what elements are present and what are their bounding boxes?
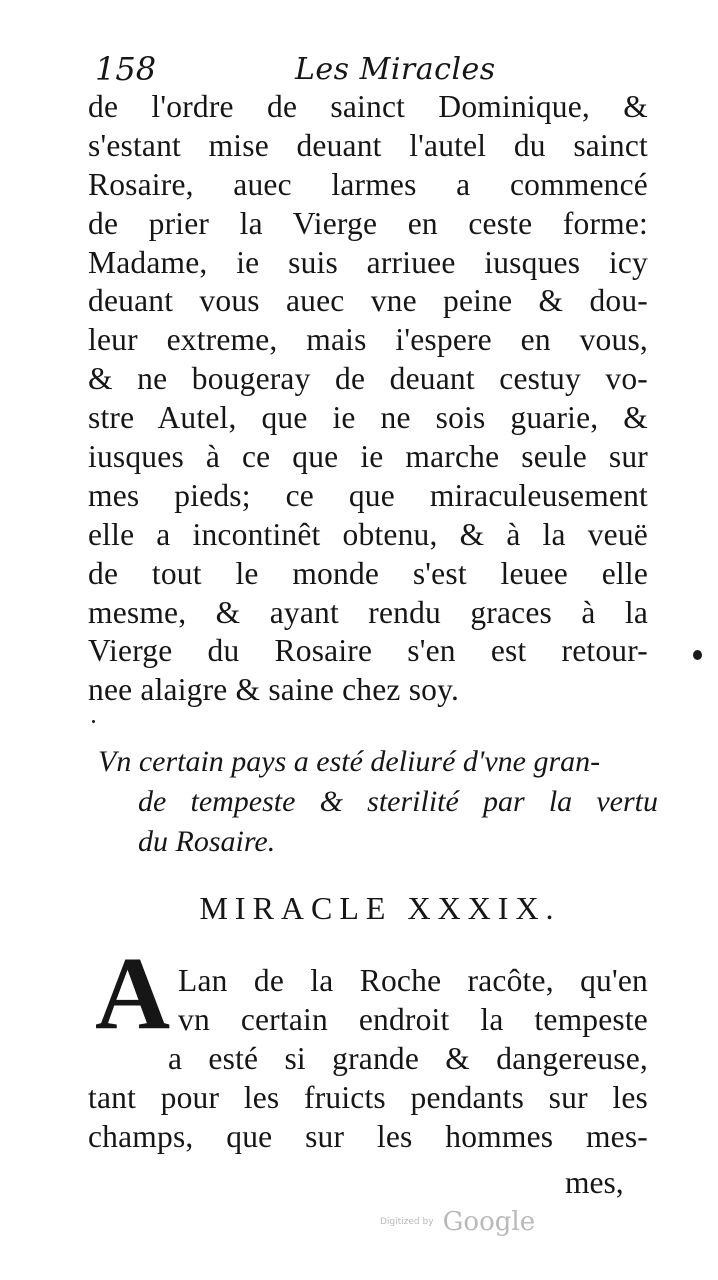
summary-line: du Rosaire.: [138, 825, 276, 858]
summary-line: Vn certain pays a esté deliuré d'vne gran-: [98, 745, 601, 778]
text-line: Vierge du Rosaire s'en est retour-: [88, 633, 648, 669]
body-text: [88, 88, 648, 710]
ink-speck: [92, 720, 95, 723]
text-line: tant pour les fruicts pendants sur les: [88, 1079, 648, 1115]
text-line: stre Autel, que ie ne sois guarie, &: [88, 400, 648, 436]
ink-speck: [693, 650, 702, 660]
google-logo: Google: [442, 1207, 536, 1237]
chapter-summary: [98, 742, 658, 862]
drop-cap: A: [95, 936, 171, 1051]
text-line: Rosaire, auec larmes a commencé: [88, 166, 648, 202]
text-line: vn certain endroit la tempeste: [178, 1001, 648, 1037]
chapter-heading: MIRACLE XXXIX.: [199, 890, 561, 926]
text-line: de l'ordre de sainct Dominique, &: [88, 89, 648, 124]
watermark-prefix: Digitized by: [380, 1217, 434, 1227]
summary-line: de tempeste & sterilité par la vertu: [138, 785, 658, 818]
page-number: 158: [95, 50, 157, 88]
text-line: champs, que sur les hommes mes-: [88, 1118, 648, 1154]
text-line: iusques à ce que ie marche seule sur: [88, 439, 648, 475]
text-line: mes pieds; ce que miraculeusement: [88, 477, 648, 513]
text-line: Madame, ie suis arriuee iusques icy: [88, 244, 648, 280]
text-line: deuant vous auec vne peine & dou-: [88, 283, 648, 319]
running-head: [95, 50, 595, 90]
text-line: a esté si grande & dangereuse,: [168, 1040, 648, 1076]
digitization-watermark: [380, 1207, 535, 1237]
running-title: Les Miracles: [295, 52, 496, 87]
text-line: nee alaigre & saine chez soy.: [88, 672, 460, 708]
text-line: s'estant mise deuant l'autel du sainct: [88, 127, 648, 163]
text-line: & ne bougeray de deuant cestuy vo-: [88, 361, 648, 397]
text-line: elle a incontinêt obtenu, & à la veuë: [88, 516, 648, 552]
text-line: de prier la Vierge en ceste forme:: [88, 205, 648, 241]
text-line: mesme, & ayant rendu graces à la: [88, 594, 648, 630]
miracle-text: [88, 962, 648, 1156]
text-line: de tout le monde s'est leuee elle: [88, 555, 648, 591]
text-line: leur extreme, mais i'espere en vous,: [88, 322, 648, 358]
text-line: Lan de la Roche racôte, qu'en: [178, 963, 648, 998]
catchword: mes,: [565, 1165, 624, 1200]
